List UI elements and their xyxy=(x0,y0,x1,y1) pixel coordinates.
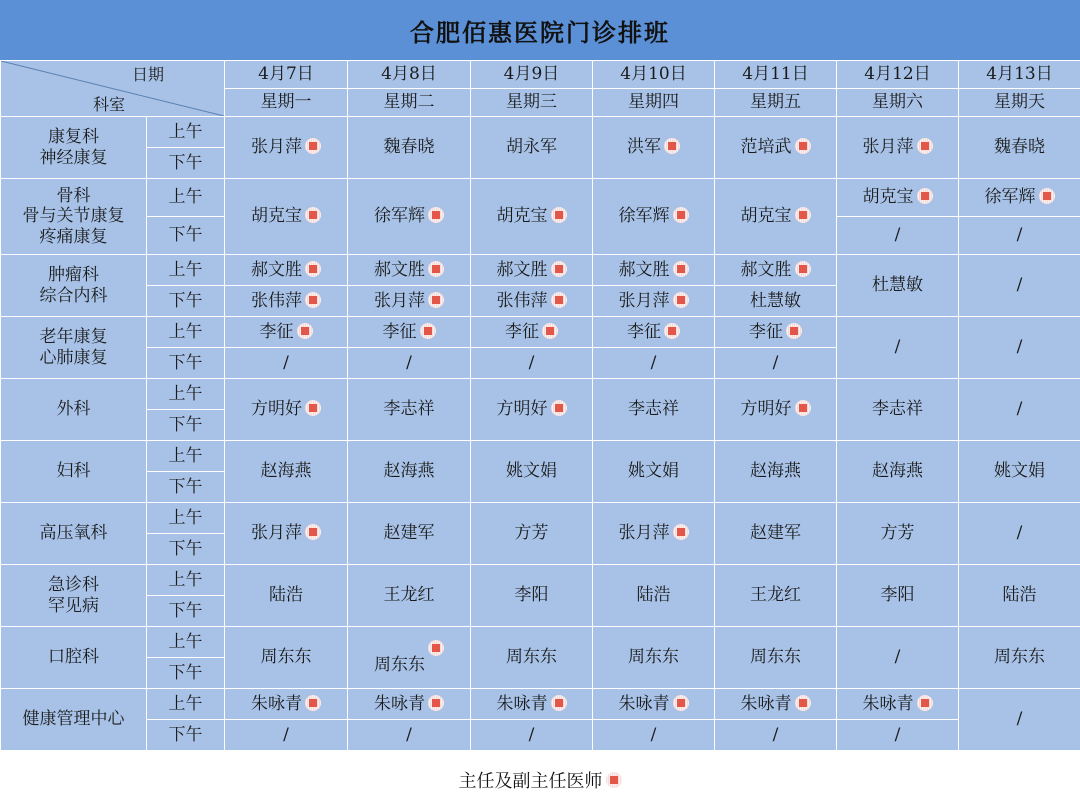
shift-cell xyxy=(471,317,593,348)
shift-cell xyxy=(225,117,348,179)
header-corner xyxy=(1,61,225,117)
dept-name: 疼痛康复 xyxy=(39,226,108,247)
dept-name: 神经康复 xyxy=(39,147,108,168)
senior-badge-icon xyxy=(551,695,567,711)
am-label: 上午 xyxy=(147,255,225,286)
senior-badge-icon xyxy=(428,695,444,711)
shift-cell xyxy=(593,179,715,255)
doctor-name: 周东东 xyxy=(994,647,1045,668)
doctor-name: 郝文胜 xyxy=(374,259,425,280)
empty-cell: / xyxy=(959,689,1080,751)
dept-hbo xyxy=(1,503,147,565)
senior-badge-icon xyxy=(664,323,680,339)
shift-cell xyxy=(837,565,959,627)
dept-name: 骨与关节康复 xyxy=(22,206,125,227)
shift-cell xyxy=(837,379,959,441)
pm-label: 下午 xyxy=(147,658,225,689)
shift-cell xyxy=(225,689,348,720)
dept-name: 妇科 xyxy=(56,461,91,482)
doctor-name: 朱咏青 xyxy=(618,693,670,714)
shift-cell xyxy=(715,179,837,255)
shift-cell xyxy=(348,379,471,441)
shift-cell xyxy=(348,689,471,720)
date-cell: 4月9日 xyxy=(471,61,593,89)
shift-cell xyxy=(471,503,593,565)
senior-badge-icon xyxy=(917,188,933,204)
doctor-name: 朱咏青 xyxy=(251,693,302,714)
empty-cell: / xyxy=(837,217,959,255)
shift-cell xyxy=(837,117,959,179)
doctor-name: 胡克宝 xyxy=(496,206,548,227)
doctor-name: 洪军 xyxy=(627,137,661,158)
am-label: 上午 xyxy=(147,441,225,472)
doctor-name: 徐军辉 xyxy=(984,187,1036,208)
empty-cell: / xyxy=(959,379,1080,441)
shift-cell xyxy=(715,286,837,317)
empty-cell: / xyxy=(837,720,959,751)
senior-badge-icon xyxy=(917,695,933,711)
doctor-name: 胡克宝 xyxy=(740,206,792,227)
doctor-name: 李阳 xyxy=(880,585,915,606)
senior-badge-icon xyxy=(305,261,321,277)
senior-badge-icon xyxy=(551,207,567,223)
empty-cell: / xyxy=(593,720,715,751)
doctor-name: 方明好 xyxy=(496,399,548,420)
senior-badge-icon xyxy=(297,323,313,339)
doctor-name: 李志祥 xyxy=(628,399,679,420)
weekday-cell: 星期五 xyxy=(715,89,837,117)
shift-cell xyxy=(715,689,837,720)
shift-cell xyxy=(593,689,715,720)
legend xyxy=(0,760,1080,799)
doctor-name: 赵海燕 xyxy=(750,461,801,482)
date-cell: 4月13日 xyxy=(959,61,1080,89)
shift-cell xyxy=(593,379,715,441)
schedule-table xyxy=(0,60,1080,751)
pm-label: 下午 xyxy=(147,348,225,379)
doctor-name: 赵建军 xyxy=(383,523,435,544)
doctor-name: 李征 xyxy=(627,321,661,342)
shift-cell xyxy=(225,627,348,689)
shift-cell xyxy=(837,503,959,565)
doctor-name: 方芳 xyxy=(880,523,915,544)
doctor-name: 李征 xyxy=(505,321,539,342)
shift-cell xyxy=(471,179,593,255)
shift-cell xyxy=(593,117,715,179)
doctor-name: 李阳 xyxy=(514,585,549,606)
shift-cell xyxy=(225,565,348,627)
senior-badge-icon xyxy=(795,207,811,223)
dept-geri xyxy=(1,317,147,379)
shift-cell xyxy=(959,627,1080,689)
weekday-cell: 星期二 xyxy=(348,89,471,117)
empty-cell: / xyxy=(715,720,837,751)
doctor-name: 郝文胜 xyxy=(618,259,670,280)
weekday-cell: 星期天 xyxy=(959,89,1080,117)
table-row xyxy=(1,379,1080,410)
doctor-name: 张月萍 xyxy=(862,137,914,158)
dept-name: 心肺康复 xyxy=(39,347,108,368)
senior-badge-icon xyxy=(305,292,321,308)
senior-badge-icon xyxy=(551,400,567,416)
shift-cell xyxy=(593,565,715,627)
am-label: 上午 xyxy=(147,117,225,148)
doctor-name: 赵海燕 xyxy=(383,461,435,482)
table-row xyxy=(1,179,1080,217)
senior-badge-icon xyxy=(542,323,558,339)
dept-name: 综合内科 xyxy=(39,285,108,306)
doctor-name: 赵建军 xyxy=(750,523,801,544)
shift-cell xyxy=(225,317,348,348)
shift-cell xyxy=(348,565,471,627)
empty-cell: / xyxy=(959,503,1080,565)
dept-name: 老年康复 xyxy=(39,327,108,348)
senior-badge-icon xyxy=(428,292,444,308)
table-row xyxy=(1,255,1080,286)
shift-cell xyxy=(471,286,593,317)
doctor-name: 李征 xyxy=(382,321,417,342)
dept-surg xyxy=(1,379,147,441)
shift-cell xyxy=(348,503,471,565)
shift-cell xyxy=(348,627,471,689)
empty-cell: / xyxy=(715,348,837,379)
pm-label: 下午 xyxy=(147,217,225,255)
pm-label: 下午 xyxy=(147,720,225,751)
table-row xyxy=(1,627,1080,658)
shift-cell xyxy=(471,565,593,627)
senior-badge-icon xyxy=(673,524,689,540)
dept-name: 口腔科 xyxy=(48,647,99,668)
shift-cell xyxy=(225,179,348,255)
weekday-cell: 星期四 xyxy=(593,89,715,117)
am-label: 上午 xyxy=(147,179,225,217)
senior-badge-icon xyxy=(551,292,567,308)
dept-name: 肿瘤科 xyxy=(48,265,99,286)
shift-cell xyxy=(225,255,348,286)
doctor-name: 姚文娟 xyxy=(506,461,557,482)
doctor-name: 李征 xyxy=(749,321,783,342)
senior-badge-icon xyxy=(551,261,567,277)
empty-cell: / xyxy=(959,317,1080,379)
dept-gyn xyxy=(1,441,147,503)
am-label: 上午 xyxy=(147,379,225,410)
table-row xyxy=(1,317,1080,348)
doctor-name: 周东东 xyxy=(750,647,801,668)
doctor-name: 张伟萍 xyxy=(496,290,548,311)
senior-badge-icon xyxy=(428,207,444,223)
table-row xyxy=(1,565,1080,596)
senior-badge-icon xyxy=(305,400,321,416)
date-cell: 4月12日 xyxy=(837,61,959,89)
shift-cell xyxy=(715,441,837,503)
shift-cell xyxy=(348,317,471,348)
shift-cell xyxy=(471,627,593,689)
dept-dental xyxy=(1,627,147,689)
doctor-name: 王龙红 xyxy=(383,585,435,606)
pm-label: 下午 xyxy=(147,596,225,627)
doctor-name: 杜慧敏 xyxy=(750,290,801,311)
doctor-name: 魏春晓 xyxy=(994,137,1045,158)
doctor-name: 张月萍 xyxy=(251,523,302,544)
empty-cell: / xyxy=(348,348,471,379)
shift-cell xyxy=(715,379,837,441)
dept-ortho xyxy=(1,179,147,255)
shift-cell xyxy=(715,255,837,286)
empty-cell: / xyxy=(348,720,471,751)
legend-label: 主任及副主任医师 xyxy=(458,770,603,792)
senior-badge-icon xyxy=(428,261,444,277)
shift-cell xyxy=(348,441,471,503)
am-label: 上午 xyxy=(147,627,225,658)
empty-cell: / xyxy=(225,348,348,379)
senior-badge-icon xyxy=(606,772,622,788)
weekday-cell: 星期三 xyxy=(471,89,593,117)
doctor-name: 朱咏青 xyxy=(496,693,548,714)
table-row xyxy=(1,720,1080,751)
doctor-name: 陆浩 xyxy=(269,585,303,606)
doctor-name: 陆浩 xyxy=(1002,585,1037,606)
doctor-name: 周东东 xyxy=(374,654,425,675)
am-label: 上午 xyxy=(147,565,225,596)
pm-label: 下午 xyxy=(147,410,225,441)
senior-badge-icon xyxy=(795,400,811,416)
shift-cell xyxy=(225,503,348,565)
senior-badge-icon xyxy=(305,695,321,711)
pm-label: 下午 xyxy=(147,472,225,503)
doctor-name: 李征 xyxy=(259,321,294,342)
dept-name: 外科 xyxy=(56,399,91,420)
pm-label: 下午 xyxy=(147,286,225,317)
dept-name: 骨科 xyxy=(56,185,91,206)
doctor-name: 张伟萍 xyxy=(251,290,302,311)
shift-cell xyxy=(593,317,715,348)
doctor-name: 郝文胜 xyxy=(740,259,792,280)
doctor-name: 方明好 xyxy=(251,399,302,420)
doctor-name: 方明好 xyxy=(740,399,792,420)
shift-cell xyxy=(837,255,959,317)
shift-cell xyxy=(959,179,1080,217)
empty-cell: / xyxy=(837,627,959,689)
am-label: 上午 xyxy=(147,503,225,534)
senior-badge-icon xyxy=(673,292,689,308)
date-label: 日期 xyxy=(131,65,164,84)
table-row xyxy=(1,689,1080,720)
dept-onco xyxy=(1,255,147,317)
shift-cell xyxy=(715,317,837,348)
doctor-name: 胡永军 xyxy=(506,137,557,158)
doctor-name: 周东东 xyxy=(506,647,557,668)
shift-cell xyxy=(225,286,348,317)
senior-badge-icon xyxy=(420,323,436,339)
shift-cell xyxy=(959,441,1080,503)
shift-cell xyxy=(593,441,715,503)
shift-cell xyxy=(715,503,837,565)
senior-badge-icon xyxy=(673,261,689,277)
dept-name: 健康管理中心 xyxy=(22,709,125,730)
page-title: 合肥佰惠医院门诊排班 xyxy=(0,0,1080,60)
dept-name: 高压氧科 xyxy=(39,523,108,544)
empty-cell: / xyxy=(959,255,1080,317)
doctor-name: 朱咏青 xyxy=(740,693,792,714)
doctor-name: 范培武 xyxy=(740,137,792,158)
senior-badge-icon xyxy=(664,138,680,154)
doctor-name: 姚文娟 xyxy=(994,461,1045,482)
shift-cell xyxy=(471,689,593,720)
empty-cell: / xyxy=(471,348,593,379)
doctor-name: 张月萍 xyxy=(374,290,425,311)
shift-cell xyxy=(715,627,837,689)
doctor-name: 胡克宝 xyxy=(862,187,914,208)
shift-cell xyxy=(471,255,593,286)
senior-badge-icon xyxy=(305,138,321,154)
senior-badge-icon xyxy=(795,695,811,711)
senior-badge-icon xyxy=(428,640,444,656)
shift-cell xyxy=(593,503,715,565)
doctor-name: 郝文胜 xyxy=(496,259,548,280)
shift-cell xyxy=(348,286,471,317)
date-cell: 4月8日 xyxy=(348,61,471,89)
doctor-name: 徐军辉 xyxy=(374,206,425,227)
date-cell: 4月10日 xyxy=(593,61,715,89)
doctor-name: 胡克宝 xyxy=(251,206,302,227)
doctor-name: 赵海燕 xyxy=(260,461,312,482)
doctor-name: 朱咏青 xyxy=(862,693,914,714)
shift-cell xyxy=(348,255,471,286)
dept-er xyxy=(1,565,147,627)
shift-cell xyxy=(715,565,837,627)
am-label: 上午 xyxy=(147,689,225,720)
doctor-name: 李志祥 xyxy=(383,399,435,420)
shift-cell xyxy=(471,441,593,503)
empty-cell: / xyxy=(837,317,959,379)
empty-cell: / xyxy=(593,348,715,379)
empty-cell: / xyxy=(959,217,1080,255)
weekday-cell: 星期一 xyxy=(225,89,348,117)
shift-cell xyxy=(471,117,593,179)
doctor-name: 张月萍 xyxy=(251,137,302,158)
doctor-name: 姚文娟 xyxy=(628,461,679,482)
dept-name: 急诊科 xyxy=(48,575,99,596)
empty-cell: / xyxy=(225,720,348,751)
doctor-name: 李志祥 xyxy=(872,399,923,420)
dept-label: 科室 xyxy=(93,94,126,114)
senior-badge-icon xyxy=(1039,188,1055,204)
dept-rehab xyxy=(1,117,147,179)
table-row xyxy=(1,441,1080,472)
doctor-name: 陆浩 xyxy=(636,585,671,606)
doctor-name: 魏春晓 xyxy=(383,137,435,158)
date-cell: 4月7日 xyxy=(225,61,348,89)
weekday-cell: 星期六 xyxy=(837,89,959,117)
shift-cell xyxy=(471,379,593,441)
shift-cell xyxy=(837,441,959,503)
senior-badge-icon xyxy=(305,207,321,223)
senior-badge-icon xyxy=(673,695,689,711)
dept-name: 康复科 xyxy=(48,127,99,148)
doctor-name: 周东东 xyxy=(628,647,679,668)
senior-badge-icon xyxy=(917,138,933,154)
doctor-name: 徐军辉 xyxy=(618,206,670,227)
date-cell: 4月11日 xyxy=(715,61,837,89)
empty-cell: / xyxy=(471,720,593,751)
shift-cell xyxy=(593,286,715,317)
shift-cell xyxy=(837,689,959,720)
am-label: 上午 xyxy=(147,317,225,348)
senior-badge-icon xyxy=(305,524,321,540)
date-row xyxy=(1,61,1080,89)
dept-name: 罕见病 xyxy=(48,595,99,616)
shift-cell xyxy=(959,565,1080,627)
doctor-name: 张月萍 xyxy=(618,290,670,311)
shift-cell xyxy=(225,441,348,503)
doctor-name: 张月萍 xyxy=(618,523,670,544)
table-row xyxy=(1,503,1080,534)
shift-cell xyxy=(348,179,471,255)
doctor-name: 王龙红 xyxy=(750,585,801,606)
doctor-name: 方芳 xyxy=(514,523,549,544)
doctor-name: 朱咏青 xyxy=(374,693,425,714)
shift-cell xyxy=(715,117,837,179)
senior-badge-icon xyxy=(786,323,802,339)
pm-label: 下午 xyxy=(147,148,225,179)
table-row xyxy=(1,117,1080,148)
doctor-name: 赵海燕 xyxy=(872,461,923,482)
senior-badge-icon xyxy=(673,207,689,223)
senior-badge-icon xyxy=(795,261,811,277)
shift-cell xyxy=(348,117,471,179)
doctor-name: 杜慧敏 xyxy=(872,275,923,296)
shift-cell xyxy=(225,379,348,441)
shift-cell xyxy=(593,627,715,689)
dept-health xyxy=(1,689,147,751)
shift-cell xyxy=(959,117,1080,179)
shift-cell xyxy=(837,179,959,217)
doctor-name: 周东东 xyxy=(260,647,312,668)
doctor-name: 郝文胜 xyxy=(251,259,302,280)
shift-cell xyxy=(593,255,715,286)
senior-badge-icon xyxy=(795,138,811,154)
pm-label: 下午 xyxy=(147,534,225,565)
